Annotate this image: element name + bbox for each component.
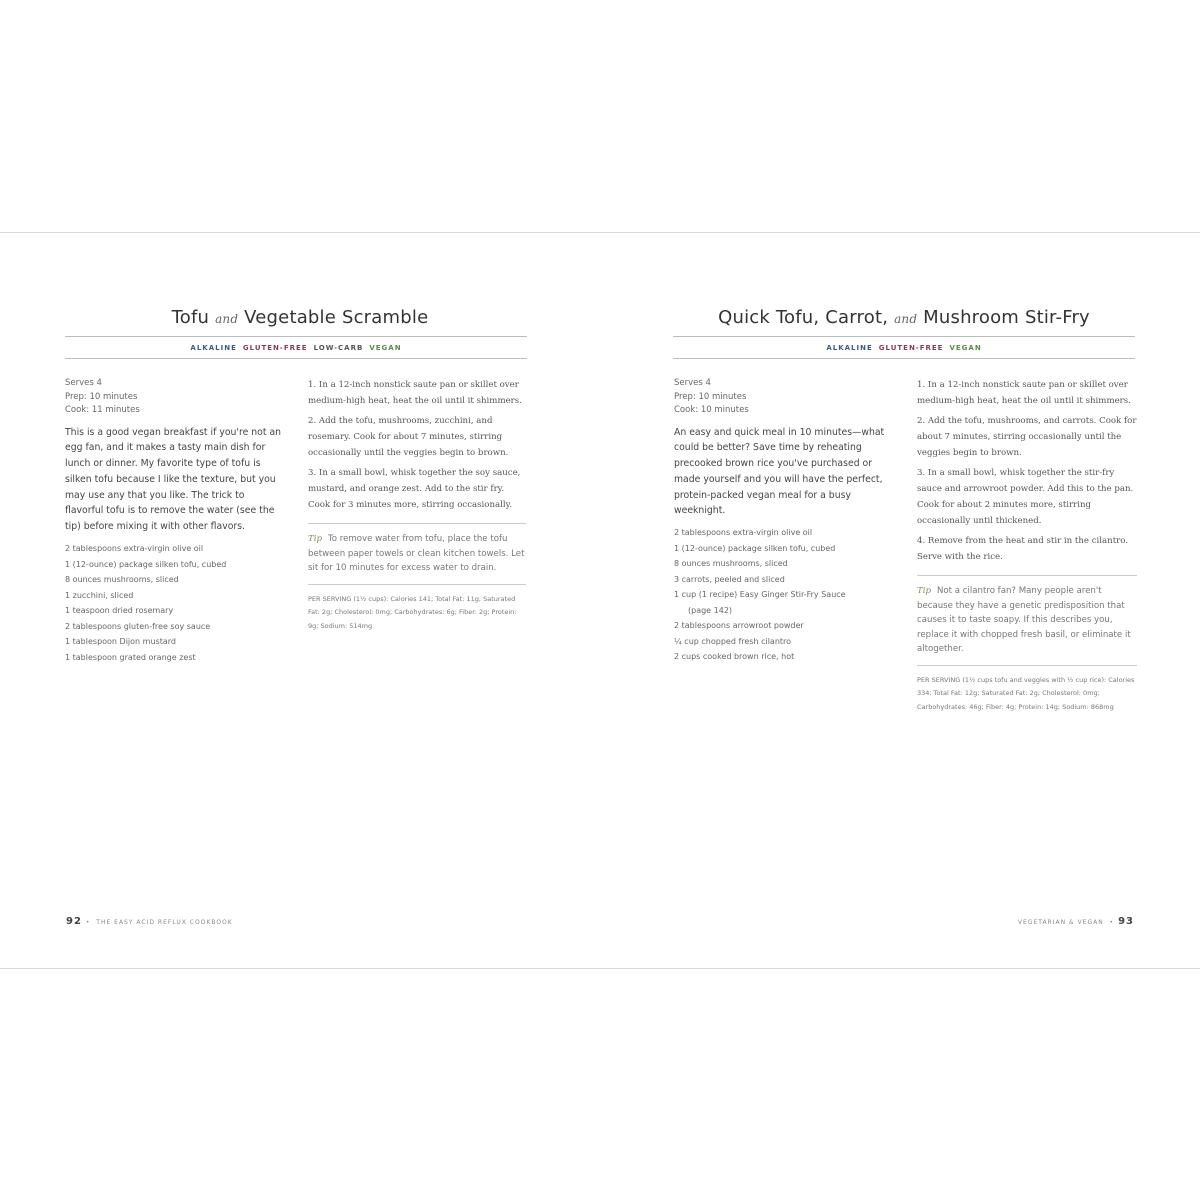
ingredient-item: ¼ cup chopped fresh cilantro — [674, 636, 792, 646]
step-item: 3. In a small bowl, whisk together the stir-fry sauce and arrowroot powder. Add this to the pan. Cook for about 2 minutes more, stirring occasionally until thickened. — [917, 468, 1134, 526]
ingredient-item: 8 ounces mushrooms, sliced — [65, 575, 179, 585]
diet-tags — [65, 344, 527, 352]
diet-tag: VEGAN — [369, 344, 402, 352]
recipe-intro: An easy and quick meal in 10 minutes—what could be better? Save time by reheating precooked brown rice you've purchased or made yourself and you will have the perfect, protein-packed vegan meal for a busy weeknight. — [674, 426, 885, 517]
ingredient-item: 2 tablespoons extra-virgin olive oil — [65, 544, 204, 554]
step-item: 4. Remove from the heat and stir in the cilantro. Serve with the rice. — [917, 536, 1129, 562]
tags-rule — [673, 358, 1135, 359]
ingredient-item: 1 tablespoon Dijon mustard — [65, 637, 176, 647]
step-item: 1. In a 12-inch nonstick saute pan or skillet over medium-high heat, heat the oil until it shimmers. — [917, 380, 1131, 406]
recipe-steps-column — [917, 377, 1137, 714]
recipe-title: Quick Tofu, Carrot, and Mushroom Stir-Fry — [718, 307, 1090, 328]
book-spread — [0, 232, 1200, 969]
recipe-meta — [674, 377, 896, 418]
ingredient-item: 1 (12-ounce) package silken tofu, cubed — [65, 559, 227, 569]
ingredient-item: 1 cup (1 recipe) Easy Ginger Stir-Fry Sauce — [674, 590, 846, 600]
ingredient-item: 2 cups cooked brown rice, hot — [674, 652, 795, 662]
step-item: 2. Add the tofu, mushrooms, zucchini, and rosemary. Cook for about 7 minutes, stirring occasionally until the veggies begin to brown. — [308, 416, 509, 458]
steps-list — [917, 377, 1137, 565]
left-page — [0, 233, 600, 968]
diet-tag: GLUTEN-FREE — [242, 344, 308, 352]
ingredient-item: 1 zucchini, sliced — [65, 590, 134, 600]
ingredient-item: 1 teaspoon dried rosemary — [65, 606, 174, 616]
ingredient-item: 2 tablespoons arrowroot powder — [674, 621, 804, 631]
ingredient-item: (page 142) — [688, 605, 733, 615]
page-footer: 92 • THE EASY ACID REFLUX COOKBOOK — [66, 916, 233, 927]
recipe-info-column — [65, 377, 285, 665]
diet-tag: VEGAN — [949, 344, 982, 352]
step-item: 1. In a 12-inch nonstick saute pan or skillet over medium-high heat, heat the oil until it shimmers. — [308, 380, 522, 406]
recipe-info-column — [674, 377, 896, 665]
right-page — [600, 233, 1200, 968]
title-rule — [65, 336, 527, 337]
page-footer: VEGETARIAN & VEGAN • 93 — [1017, 916, 1134, 927]
recipe-steps-column — [308, 377, 526, 633]
ingredients-list — [65, 541, 285, 665]
diet-tag: ALKALINE — [826, 344, 873, 352]
meta-line: Prep: 10 minutes — [65, 391, 138, 402]
tip-box: Tip To remove water from tofu, place the tofu between paper towels or clean kitchen towels. Let sit for 10 minutes for excess water to drain. — [308, 523, 526, 585]
ingredient-item: 8 ounces mushrooms, sliced — [674, 559, 788, 569]
meta-line: Cook: 10 minutes — [674, 405, 749, 415]
ingredient-item: 2 tablespoons gluten-free soy sauce — [65, 621, 211, 631]
meta-line: Prep: 10 minutes — [674, 391, 747, 402]
tags-rule — [65, 358, 527, 359]
nutrition-info: PER SERVING (1½ cups): Calories 141; Total Fat: 11g; Saturated Fat: 2g; Cholesterol: 0mg; Carbohydrates: 6g; Fiber: 2g; Protein: 9g; Sodium: 514mg — [308, 594, 517, 630]
meta-line: Serves 4 — [674, 378, 711, 388]
recipe-intro: This is a good vegan breakfast if you're not an egg fan, and it makes a tasty main dish for lunch or dinner. My favorite type of tofu is silken tofu because I like the texture, but you may use any that you like. The trick to flavorful tofu is to remove the water (see the tip) before mixing it with other flavors. — [65, 426, 282, 533]
ingredient-item: 1 (12-ounce) package silken tofu, cubed — [674, 543, 836, 553]
step-item: 2. Add the tofu, mushrooms, and carrots. Cook for about 7 minutes, stirring occasionally until the veggies begin to brown. — [917, 416, 1137, 458]
step-item: 3. In a small bowl, whisk together the soy sauce, mustard, and orange zest. Add to the stir fry. Cook for 3 minutes more, stirring occasionally. — [308, 468, 521, 510]
diet-tags — [673, 344, 1135, 352]
ingredient-item: 2 tablespoons extra-virgin olive oil — [674, 528, 813, 538]
diet-tag: ALKALINE — [190, 344, 237, 352]
meta-line: Cook: 11 minutes — [65, 405, 140, 415]
steps-list — [308, 377, 526, 513]
diet-tag: LOW-CARB — [313, 344, 364, 352]
diet-tag: GLUTEN-FREE — [878, 344, 944, 352]
ingredients-list — [674, 525, 896, 665]
recipe-meta — [65, 377, 285, 418]
meta-line: Serves 4 — [65, 378, 102, 388]
ingredient-item: 3 carrots, peeled and sliced — [674, 574, 785, 584]
recipe-title: Tofu and Vegetable Scramble — [171, 307, 429, 328]
nutrition-info: PER SERVING (1½ cups tofu and veggies with ½ cup rice): Calories 334; Total Fat: 12g; Saturated Fat: 2g; Cholesterol: 0mg; Carbohydrates: 46g; Fiber: 4g; Protein: 14g; Sodium: 868mg — [917, 675, 1135, 711]
title-rule — [673, 336, 1135, 337]
ingredient-item: 1 tablespoon grated orange zest — [65, 652, 196, 662]
tip-box: Tip Not a cilantro fan? Many people aren't because they have a genetic predisposition that causes it to taste soapy. If this describes you, replace it with chopped fresh basil, or eliminate it altogether. — [917, 575, 1137, 666]
